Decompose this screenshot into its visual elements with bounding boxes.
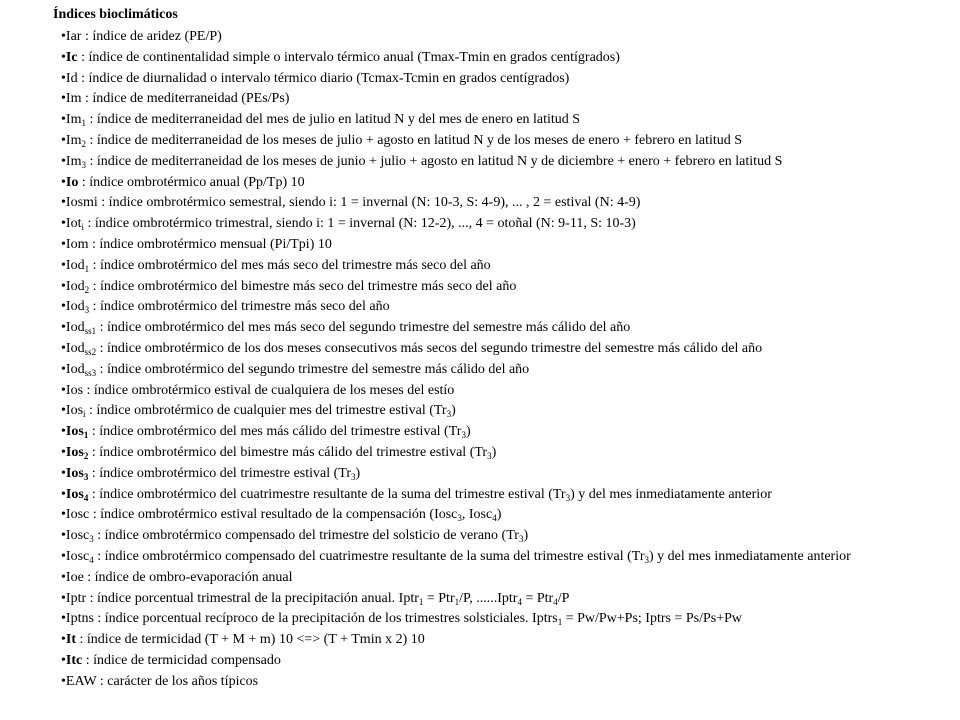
list-item xyxy=(61,547,946,568)
bullet: • xyxy=(61,320,66,336)
item-text: : índice ombrotérmico compensado del cuatrimestre resultante de la suma del trimestre estival (Tr xyxy=(93,548,645,564)
item-text: : índice ombrotérmico anual (Pp/Tp) 10 xyxy=(78,174,305,190)
bullet: • xyxy=(61,673,66,689)
list-item xyxy=(61,464,946,485)
bullet: • xyxy=(61,486,66,502)
bullet: • xyxy=(61,361,66,377)
list-item xyxy=(61,589,946,610)
bullet: • xyxy=(61,507,66,523)
bullet: • xyxy=(61,216,66,232)
list-item xyxy=(61,173,946,194)
item-text: Ios : índice ombrotérmico estival de cualquiera de los meses del estío xyxy=(65,382,455,398)
item-text: : índice ombrotérmico de los dos meses consecutivos más secos del segundo trimestre del semestre más cálido del año xyxy=(96,340,763,356)
list-item xyxy=(61,568,946,589)
item-text: Iod xyxy=(65,257,85,273)
list-item xyxy=(61,235,946,256)
subscript: ss2 xyxy=(84,346,97,357)
item-text: Iar xyxy=(65,29,82,44)
item-text: Iosc : índice ombrotérmico estival resultado de la compensación (Iosc xyxy=(65,507,458,523)
bullet: • xyxy=(61,49,66,65)
list-item xyxy=(61,318,946,339)
item-text: Im xyxy=(65,112,82,128)
subscript: ss1 xyxy=(84,326,97,337)
list-item xyxy=(61,526,946,547)
item-text: It xyxy=(65,632,77,648)
item-text: /P, ......Iptr xyxy=(459,590,518,606)
index-list xyxy=(61,27,946,693)
subscript: 2 xyxy=(83,450,89,461)
item-text: Im : índice de mediterraneidad (PEs/Ps) xyxy=(65,91,290,107)
item-text: Ioe : índice de ombro-evaporación anual xyxy=(65,569,293,585)
item-text: Iosmi : índice ombrotérmico semestral, siendo i: 1 = invernal (N: 10-3, S: 4-9), ... , 2 = estival (N: 4-9) xyxy=(65,195,641,211)
bullet: • xyxy=(61,236,66,252)
bullet: • xyxy=(61,590,66,606)
subscript: 3 xyxy=(565,492,571,503)
item-text: : índice ombrotérmico trimestral, siendo i: 1 = invernal (N: 12-2), ..., 4 = otoñal (N: 9-11, S: 10-3) xyxy=(83,216,636,232)
subscript: ss3 xyxy=(84,367,97,378)
item-text: Ios xyxy=(65,486,84,502)
item-text: Id : índice de diurnalidad o intervalo térmico diario (Tcmax-Tcmin en grados centígrados) xyxy=(65,70,570,86)
subscript: 3 xyxy=(461,430,466,441)
list-item xyxy=(61,110,946,131)
item-text: : índice ombrotérmico compensado del trimestre del solsticio de verano (Tr xyxy=(93,528,519,544)
item-text: Iptns : índice porcentual recíproco de la precipitación de los trimestres solsticiales. Iptrs xyxy=(65,611,558,627)
list-item xyxy=(61,505,946,526)
subscript: 1 xyxy=(81,118,86,129)
item-text: Ic xyxy=(65,49,78,65)
item-text: Iosc xyxy=(65,548,90,564)
bullet: • xyxy=(61,132,66,148)
item-text: Im xyxy=(65,153,82,169)
item-text: : índice ombrotérmico del mes más cálido del trimestre estival (Tr xyxy=(88,424,462,440)
item-text: : índice de aridez (PE/P) xyxy=(81,29,222,44)
item-text: Ios xyxy=(65,465,84,481)
bullet: • xyxy=(61,112,66,128)
item-text: : índice ombrotérmico del mes más seco del segundo trimestre del semestre más cálido del año xyxy=(96,320,631,336)
item-text: Iod xyxy=(65,299,85,315)
item-text: Iosc xyxy=(65,528,90,544)
subscript: 1 xyxy=(83,430,89,441)
bullet: • xyxy=(61,424,66,440)
list-item xyxy=(61,48,946,69)
subscript: 3 xyxy=(84,305,90,316)
subscript: 3 xyxy=(351,471,356,482)
subscript: 3 xyxy=(446,409,452,420)
item-text: : índice ombrotérmico del cuatrimestre resultante de la suma del trimestre estival (Tr xyxy=(88,486,566,502)
subscript: 3 xyxy=(518,534,524,545)
list-item xyxy=(61,672,946,693)
bullet: • xyxy=(61,340,66,356)
bullet: • xyxy=(61,632,66,648)
list-item xyxy=(61,609,946,630)
subscript: i xyxy=(83,409,86,420)
item-text: Iod xyxy=(65,340,85,356)
subscript: 3 xyxy=(487,450,492,461)
item-text: Im xyxy=(65,132,82,148)
list-item xyxy=(61,256,946,277)
list-item xyxy=(61,422,946,443)
item-text: Iod xyxy=(65,320,85,336)
item-text: ) xyxy=(355,465,361,481)
item-text: ) xyxy=(491,444,497,460)
item-text: = Pw/Pw+Ps; Iptrs = Ps/Ps+Pw xyxy=(562,611,743,627)
bullet: • xyxy=(61,278,66,294)
item-text: /P xyxy=(557,590,570,606)
item-text: : índice de mediterraneidad del mes de julio en latitud N y del mes de enero en latitud S xyxy=(85,112,581,128)
item-text: Ios xyxy=(65,403,84,419)
subscript: 1 xyxy=(454,596,460,607)
list-item xyxy=(61,69,946,90)
bullet: • xyxy=(61,465,66,481)
bullet: • xyxy=(61,528,66,544)
item-text: : índice de termicidad compensado xyxy=(82,652,281,668)
list-item xyxy=(61,131,946,152)
subscript: 3 xyxy=(644,554,649,565)
list-item xyxy=(61,89,946,110)
subscript: 1 xyxy=(557,617,563,628)
bullet: • xyxy=(61,403,66,419)
subscript: 4 xyxy=(553,596,558,607)
item-text: = Ptr xyxy=(521,590,554,606)
item-text: Io xyxy=(65,174,79,190)
list-item xyxy=(61,193,946,214)
item-text: Iptr : índice porcentual trimestral de la precipitación anual. Iptr xyxy=(65,590,419,606)
bullet: • xyxy=(61,70,66,86)
subscript: i xyxy=(81,222,84,233)
bullet: • xyxy=(61,257,66,273)
item-text: , Iosc xyxy=(461,507,493,523)
bullet: • xyxy=(61,569,66,585)
bullet: • xyxy=(61,195,66,211)
subscript: 2 xyxy=(81,138,86,149)
item-text: Iot xyxy=(65,216,82,232)
bullet: • xyxy=(61,29,66,44)
bullet: • xyxy=(61,174,66,190)
bullet: • xyxy=(61,548,66,564)
list-item xyxy=(61,651,946,672)
subscript: 4 xyxy=(83,492,89,503)
list-item xyxy=(61,381,946,402)
bullet: • xyxy=(61,382,66,398)
item-text: = Ptr xyxy=(423,590,455,606)
item-text: : índice de continentalidad simple o intervalo térmico anual (Tmax-Tmin en grados centígrados) xyxy=(77,49,620,65)
item-text: ) xyxy=(465,424,471,440)
item-text: ) xyxy=(496,507,502,523)
list-item xyxy=(61,27,946,48)
list-item xyxy=(61,401,946,422)
item-text: ) xyxy=(523,528,529,544)
subscript: 4 xyxy=(517,596,522,607)
bullet: • xyxy=(61,299,66,315)
item-text: ) xyxy=(451,403,456,419)
list-item xyxy=(61,485,946,506)
item-text: Iom : índice ombrotérmico mensual (Pi/Tpi) 10 xyxy=(65,236,332,252)
list-item xyxy=(61,214,946,235)
item-text: : índice ombrotérmico del trimestre más seco del año xyxy=(89,299,390,315)
subscript: 3 xyxy=(83,471,89,482)
list-item xyxy=(61,630,946,651)
list-item xyxy=(61,339,946,360)
subscript: 3 xyxy=(81,159,86,170)
subscript: 2 xyxy=(84,284,90,295)
item-text: : índice de mediterraneidad de los meses de julio + agosto en latitud N y de los meses de enero + febrero en latitud S xyxy=(85,132,743,148)
item-text: ) y del mes inmediatamente anterior xyxy=(570,486,772,502)
item-text: Iod xyxy=(65,361,85,377)
item-text: : índice ombrotérmico de cualquier mes del trimestre estival (Tr xyxy=(85,403,447,419)
subscript: 4 xyxy=(492,513,497,524)
bullet: • xyxy=(61,444,66,460)
page-title: Índices bioclimáticos xyxy=(53,7,178,22)
item-text: : índice ombrotérmico del trimestre estival (Tr xyxy=(88,465,352,481)
item-text: ) y del mes inmediatamente anterior xyxy=(649,548,851,564)
item-text: Ios xyxy=(65,444,84,460)
list-item xyxy=(61,277,946,298)
item-text: : índice ombrotérmico del bimestre más seco del trimestre más seco del año xyxy=(89,278,517,294)
item-text: : índice de termicidad (T + M + m) 10 <=> (T + Tmin x 2) 10 xyxy=(76,632,425,648)
bullet: • xyxy=(61,652,66,668)
subscript: 3 xyxy=(457,513,462,524)
item-text: Ios xyxy=(65,424,84,440)
item-text: : índice ombrotérmico del mes más seco del trimestre más seco del año xyxy=(89,257,491,273)
item-text: Itc xyxy=(65,652,83,668)
item-text: : índice ombrotérmico del bimestre más cálido del trimestre estival (Tr xyxy=(88,444,488,460)
item-text: : índice ombrotérmico del segundo trimestre del semestre más cálido del año xyxy=(96,361,530,377)
list-item xyxy=(61,152,946,173)
subscript: 3 xyxy=(89,534,94,545)
subscript: 4 xyxy=(89,554,94,565)
bullet: • xyxy=(61,91,66,107)
item-text: Iod xyxy=(65,278,85,294)
item-text: EAW : carácter de los años típicos xyxy=(65,673,259,689)
bullet: • xyxy=(61,611,66,627)
list-item xyxy=(61,360,946,381)
subscript: 1 xyxy=(418,596,424,607)
bullet: • xyxy=(61,153,66,169)
item-text: : índice de mediterraneidad de los meses de junio + julio + agosto en latitud N y de diciembre + enero + febrero en latitud S xyxy=(85,153,783,169)
subscript: 1 xyxy=(84,263,90,274)
list-item xyxy=(61,443,946,464)
list-item xyxy=(61,297,946,318)
